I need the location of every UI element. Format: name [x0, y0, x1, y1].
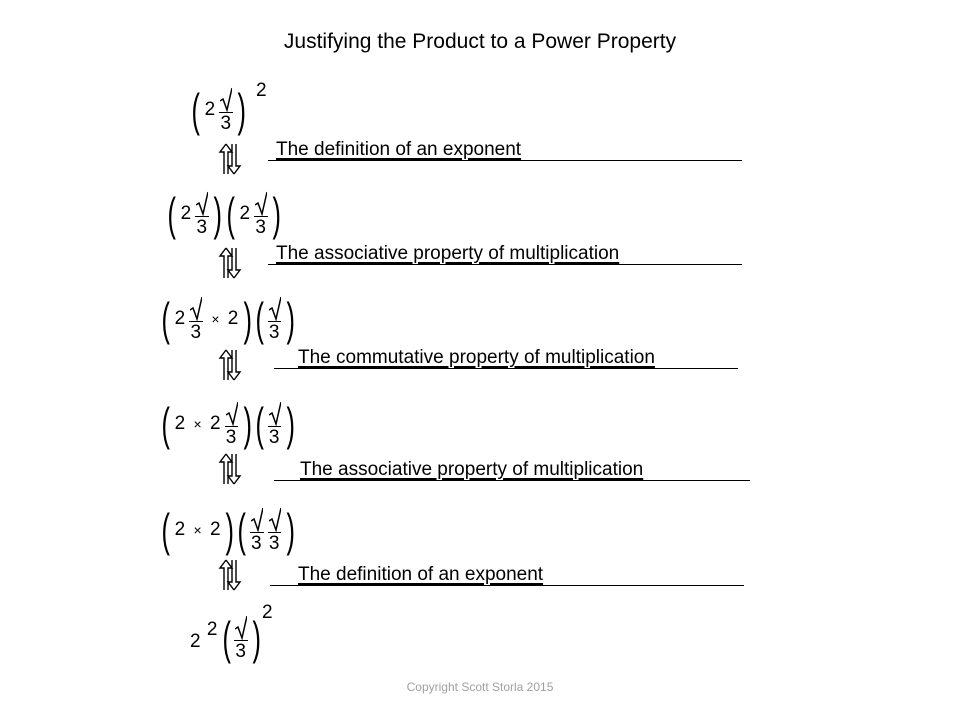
reason-5-underline	[270, 585, 744, 586]
exponent: 2	[262, 602, 273, 623]
radicand: 3	[268, 533, 280, 554]
sqrt-symbol	[235, 614, 248, 661]
times-sign: ×	[193, 521, 202, 538]
right-paren: )	[272, 187, 282, 240]
radicand: 3	[251, 533, 262, 554]
expression-3	[161, 292, 295, 345]
reason-3-underline	[274, 368, 738, 369]
sqrt-symbol	[255, 190, 268, 237]
double-arrow-icon	[218, 246, 242, 280]
copyright: Copyright Scott Storla 2015	[406, 680, 554, 694]
left-paren: (	[255, 292, 265, 345]
left-paren: (	[161, 292, 170, 345]
factor: 2	[174, 413, 186, 434]
page-title: Justifying the Product to a Power Property	[283, 30, 677, 53]
right-paren: )	[237, 83, 247, 136]
double-arrow-icon	[218, 348, 242, 382]
expression-4	[161, 397, 295, 450]
left-paren: (	[167, 187, 176, 240]
sqrt-symbol	[226, 400, 239, 447]
radicand: 3	[268, 427, 280, 448]
base-exponent: 2	[206, 619, 218, 640]
factor: 2	[209, 519, 221, 540]
expression-6	[190, 611, 262, 664]
coefficient: 2	[239, 203, 251, 224]
expression-2	[167, 187, 282, 240]
left-paren: (	[226, 187, 235, 240]
left-paren: (	[191, 83, 200, 136]
reason-1-underline	[268, 160, 742, 161]
coefficient: 2	[174, 308, 186, 329]
factor: 2	[174, 519, 186, 540]
radicand: 3	[196, 217, 208, 238]
right-paren: )	[243, 292, 252, 345]
double-arrow-icon	[218, 142, 242, 176]
double-arrow-icon	[218, 452, 242, 486]
radicand: 3	[220, 113, 232, 134]
double-arrow-icon	[218, 558, 242, 592]
left-paren: (	[222, 611, 231, 664]
coefficient: 2	[204, 99, 216, 120]
sqrt-symbol	[220, 86, 233, 133]
left-paren: (	[237, 503, 247, 556]
coefficient: 2	[180, 203, 192, 224]
radicand: 3	[255, 217, 266, 238]
reason-2-underline	[268, 264, 742, 265]
reason-1: The definition of an exponent	[276, 139, 522, 160]
coefficient: 2	[209, 413, 221, 434]
sqrt-symbol	[269, 295, 282, 342]
reason-5: The definition of an exponent	[298, 564, 544, 585]
left-paren: (	[255, 397, 265, 450]
reason-3: The commutative property of multiplication	[298, 347, 655, 368]
sqrt-symbol	[196, 190, 209, 237]
right-paren: )	[252, 611, 262, 664]
sqrt-symbol	[251, 506, 264, 553]
expression-1	[191, 83, 247, 136]
radicand: 3	[235, 641, 246, 662]
exponent: 2	[256, 80, 267, 101]
right-paren: )	[225, 503, 234, 556]
reason-4: The associative property of multiplication	[300, 459, 644, 480]
radicand: 3	[268, 322, 280, 343]
right-paren: )	[286, 292, 295, 345]
times-sign: ×	[193, 415, 202, 432]
reason-2: The associative property of multiplication	[276, 243, 620, 264]
reason-4-underline	[274, 480, 750, 481]
left-paren: (	[161, 503, 170, 556]
sqrt-symbol	[190, 295, 203, 342]
radicand: 3	[190, 322, 202, 343]
expression-5	[161, 503, 295, 556]
sqrt-symbol	[269, 506, 282, 553]
sqrt-symbol	[269, 400, 282, 447]
right-paren: )	[286, 397, 295, 450]
base: 2	[190, 631, 201, 652]
right-paren: )	[286, 503, 295, 556]
left-paren: (	[161, 397, 170, 450]
factor: 2	[227, 308, 239, 329]
right-paren: )	[243, 397, 252, 450]
right-paren: )	[213, 187, 223, 240]
radicand: 3	[225, 427, 237, 448]
times-sign: ×	[211, 310, 220, 327]
